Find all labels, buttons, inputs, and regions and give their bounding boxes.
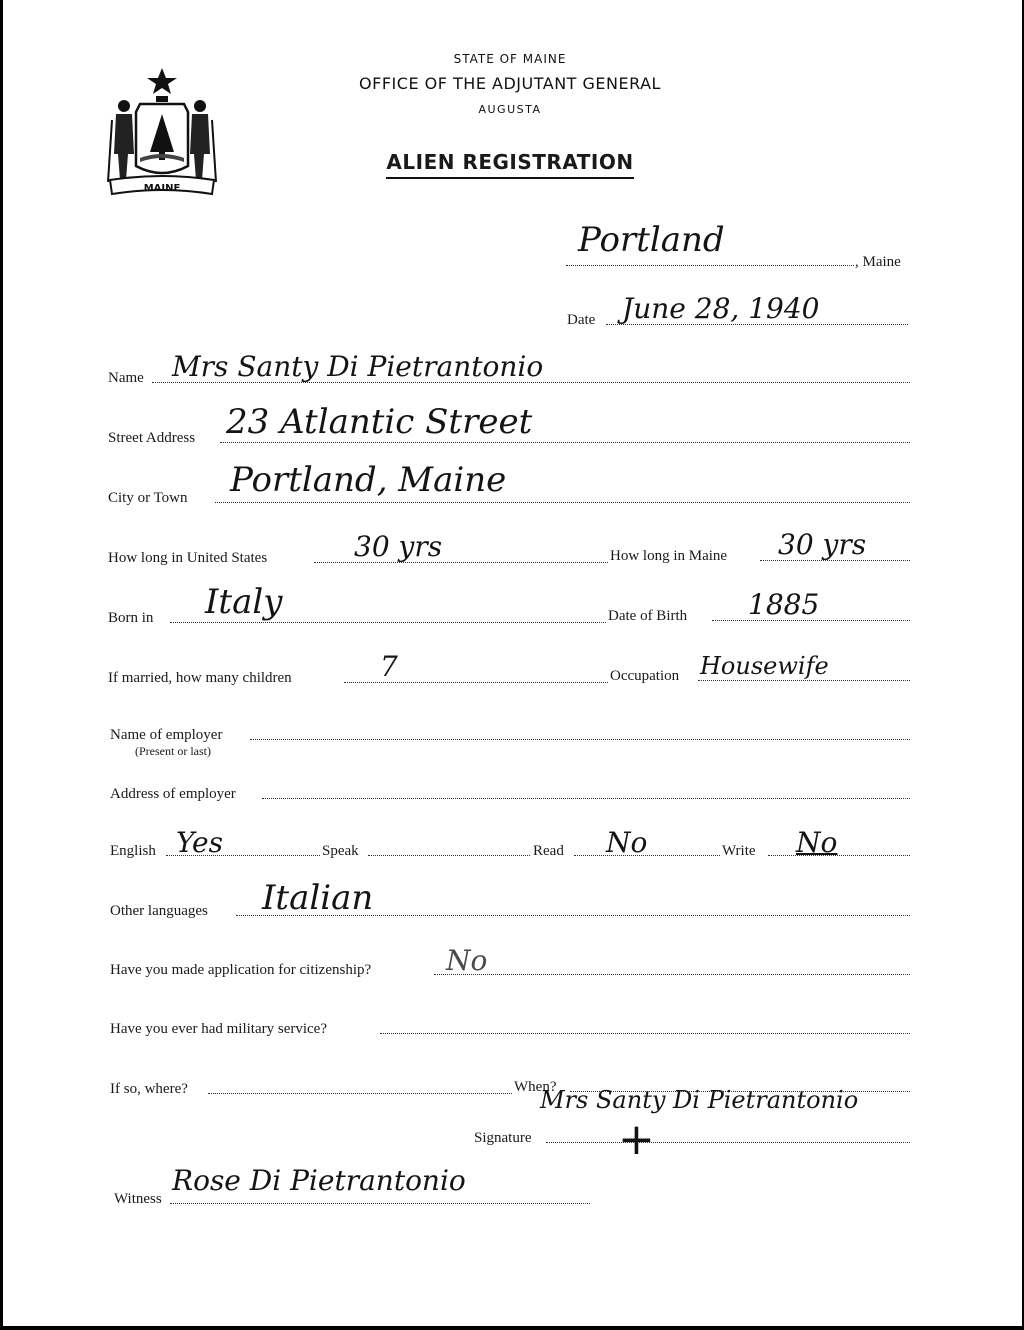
form-title: [300, 150, 720, 174]
how-long-us-label: How long in United States: [108, 550, 268, 566]
street-label: Street Address: [108, 430, 196, 446]
scan-border-left: [0, 0, 3, 1330]
write-value: No: [796, 826, 838, 859]
read-value: No: [606, 826, 648, 859]
how-long-maine-label: How long in Maine: [610, 548, 728, 564]
children-value: 7: [380, 650, 398, 683]
occupation-value: Housewife: [700, 652, 829, 680]
citizenship-value: No: [446, 944, 488, 977]
city-value: Portland, Maine: [230, 460, 507, 500]
born-in-value: Italy: [205, 582, 283, 622]
english-label: English: [110, 843, 156, 859]
children-label: If married, how many children: [108, 670, 292, 686]
occupation-line: [698, 680, 910, 681]
signature-line: [546, 1142, 910, 1143]
place-suffix: , Maine: [855, 254, 901, 270]
form-title-text: ALIEN REGISTRATION: [386, 150, 633, 179]
citizenship-label: Have you made application for citizenship?: [110, 962, 372, 978]
witness-label: Witness: [114, 1191, 162, 1207]
how-long-us-value: 30 yrs: [354, 530, 443, 563]
write-line: [768, 855, 910, 856]
military-line: [380, 1033, 910, 1034]
employer-name-sublabel: (Present or last): [135, 744, 211, 758]
other-languages-value: Italian: [262, 878, 374, 918]
street-value: 23 Atlantic Street: [226, 402, 533, 442]
employer-name-line: [250, 739, 910, 740]
name-value: Mrs Santy Di Pietrantonio: [172, 350, 544, 383]
born-in-line: [170, 622, 606, 623]
employer-address-line: [262, 798, 910, 799]
date-value: June 28, 1940: [622, 292, 820, 325]
speak-line: [368, 855, 530, 856]
speak-label: Speak: [322, 843, 359, 859]
street-line: [220, 442, 910, 443]
when-label: When?: [514, 1079, 557, 1095]
signature-value: Mrs Santy Di Pietrantonio: [540, 1086, 859, 1114]
employer-name-label: Name of employer: [110, 727, 223, 743]
other-languages-label: Other languages: [110, 903, 208, 919]
date-label: Date: [567, 312, 596, 328]
signature-label: Signature: [474, 1130, 532, 1146]
seal-banner-text: MAINE: [143, 183, 181, 194]
state-of-maine-seal-icon: [104, 62, 220, 196]
occupation-label: Occupation: [610, 668, 680, 684]
header-city: AUGUSTA: [478, 103, 542, 116]
military-label: Have you ever had military service?: [110, 1021, 327, 1037]
place-value: Portland: [578, 220, 725, 260]
how-long-maine-value: 30 yrs: [778, 528, 867, 561]
city-line: [215, 502, 910, 503]
header-office: OFFICE OF THE ADJUTANT GENERAL: [359, 74, 661, 93]
read-label: Read: [533, 843, 564, 859]
place-line: [566, 265, 854, 266]
where-line: [208, 1093, 512, 1094]
date-of-birth-label: Date of Birth: [608, 608, 688, 624]
name-label: Name: [108, 370, 144, 386]
header-state: STATE OF MAINE: [453, 52, 567, 66]
witness-value: Rose Di Pietrantonio: [172, 1164, 466, 1197]
city-label: City or Town: [108, 490, 188, 506]
employer-address-label: Address of employer: [110, 786, 236, 802]
where-label: If so, where?: [110, 1081, 188, 1097]
born-in-label: Born in: [108, 610, 154, 626]
witness-line: [170, 1203, 590, 1204]
scan-border-bottom: [0, 1326, 1024, 1330]
citizenship-line: [434, 974, 910, 975]
write-label: Write: [722, 843, 756, 859]
english-value: Yes: [176, 826, 223, 859]
signature-cross-mark: +: [618, 1114, 655, 1165]
date-of-birth-value: 1885: [748, 588, 820, 621]
